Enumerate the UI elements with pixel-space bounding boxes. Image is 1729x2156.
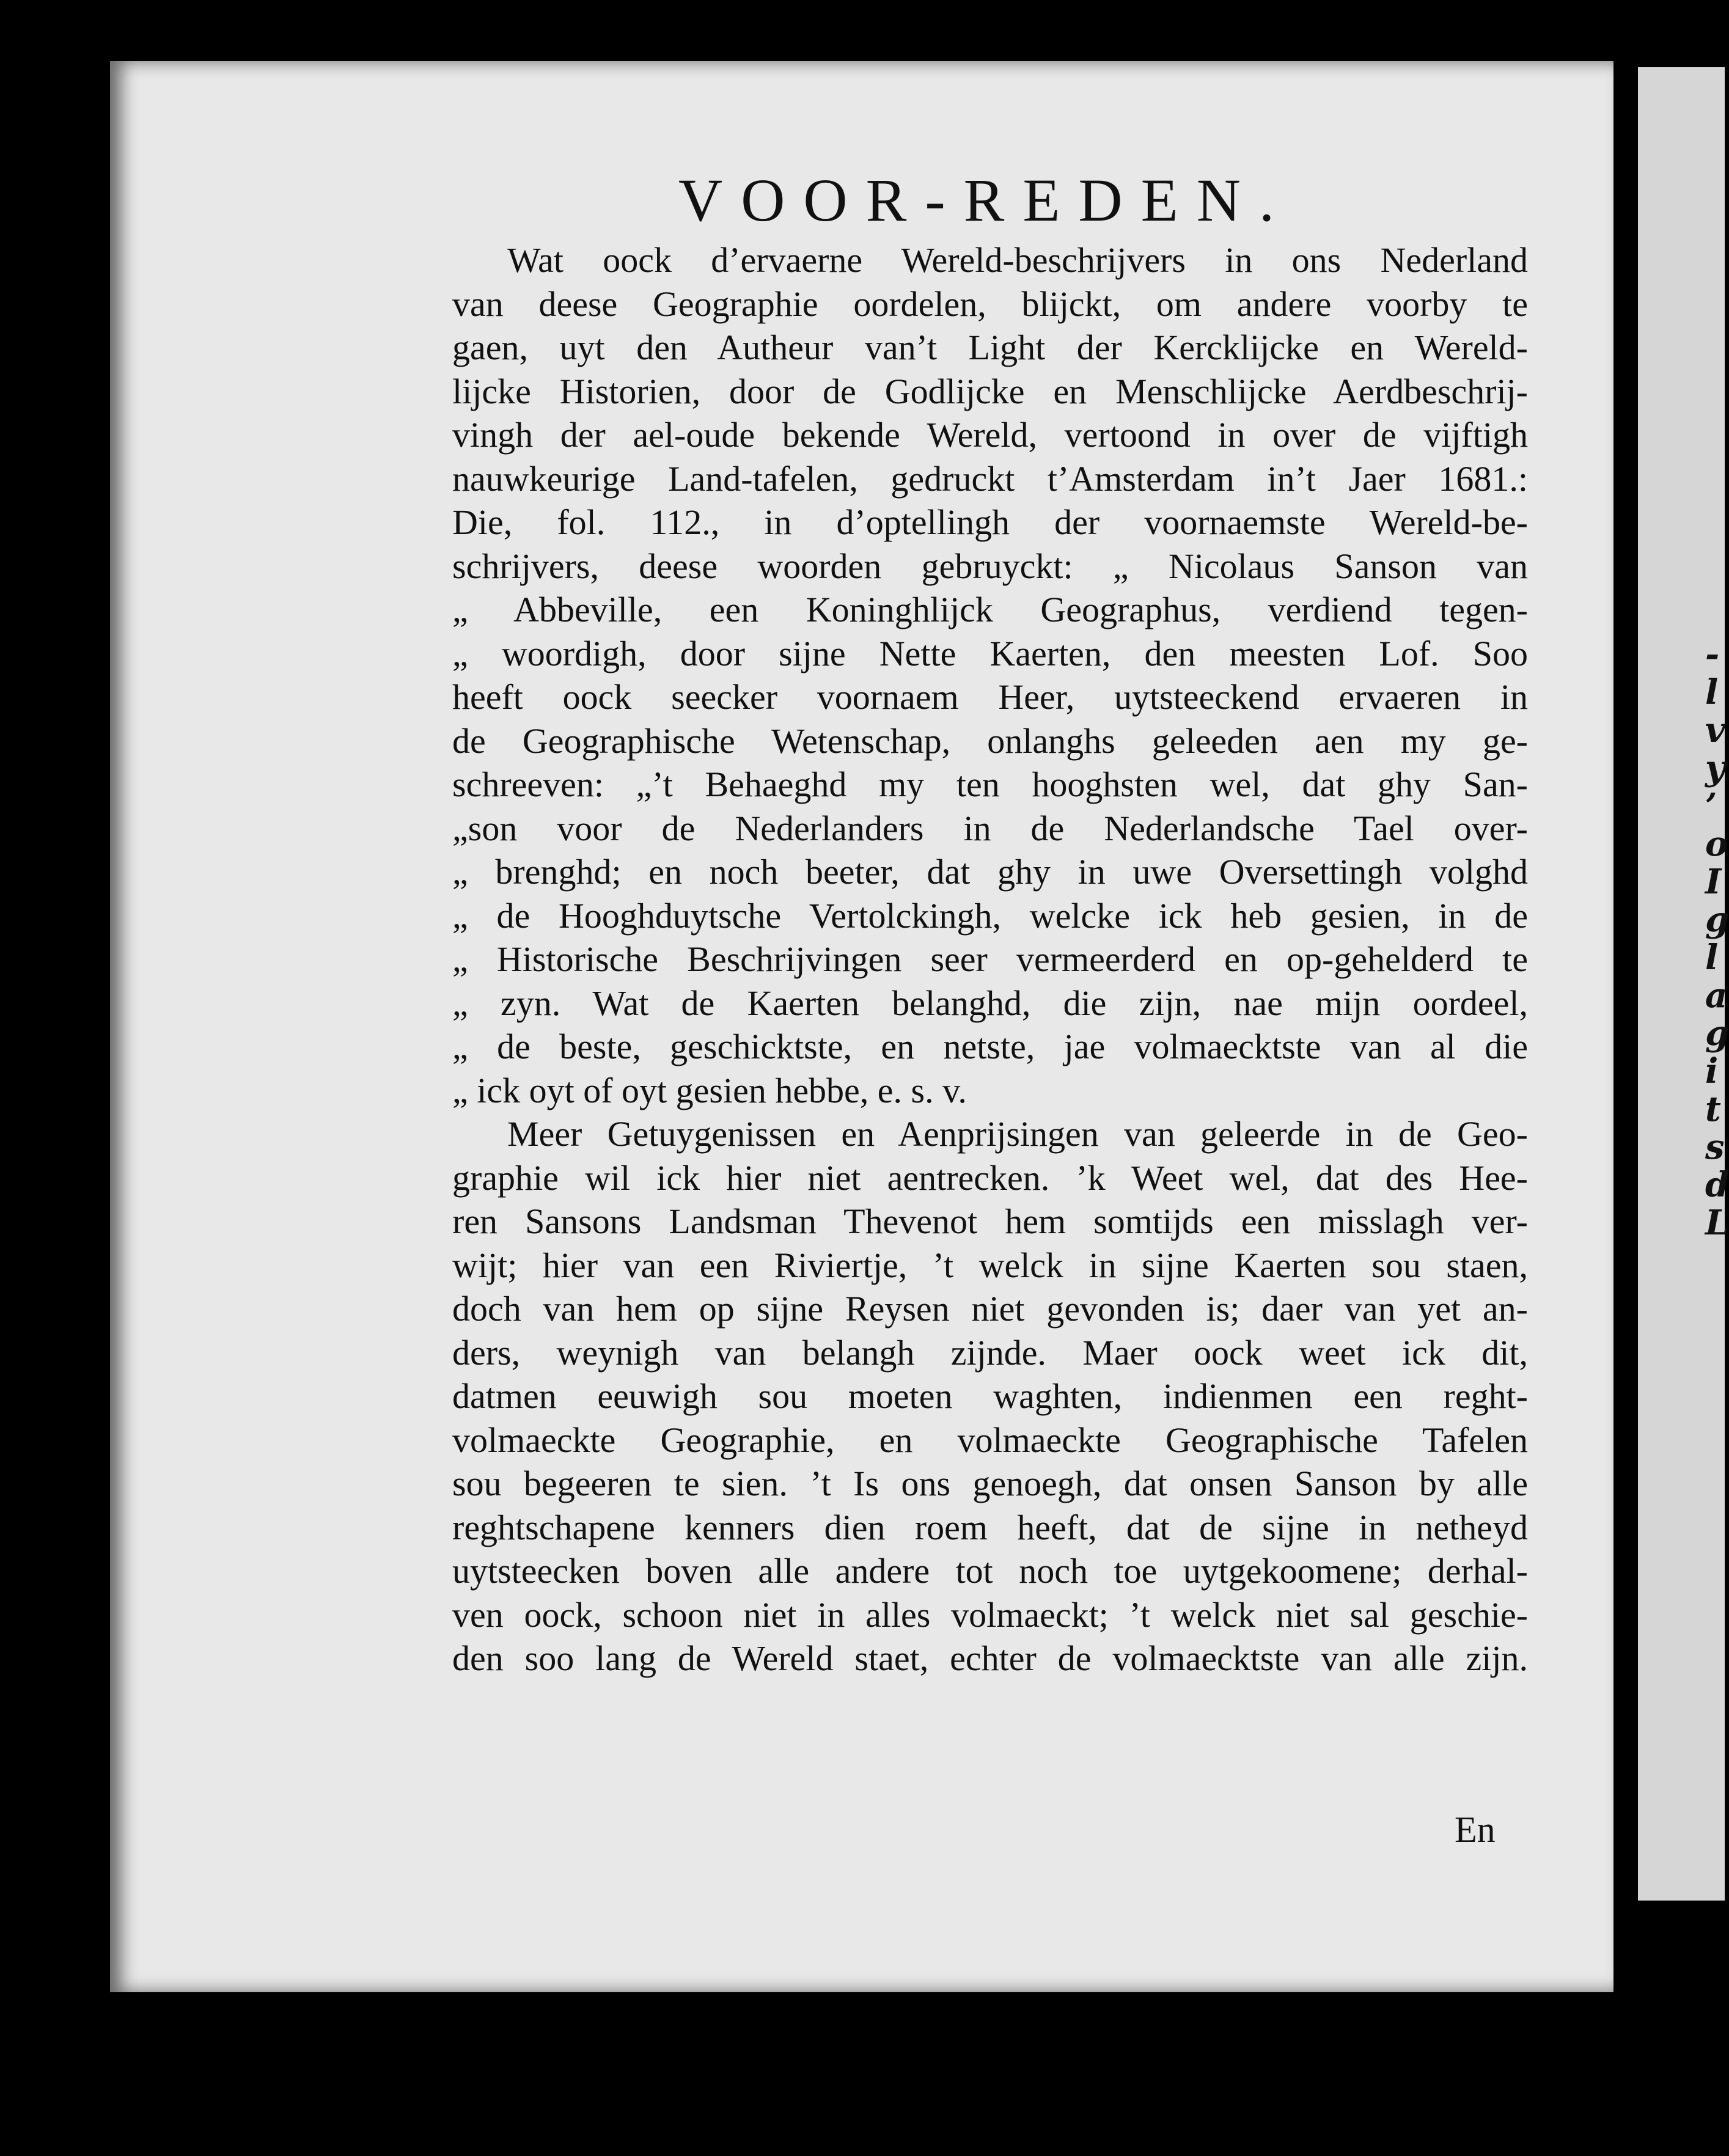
text-line: ders, weynigh van belangh zijnde. Maer oock weet ick dit,	[452, 1332, 1528, 1373]
text-line: ven oock, schoon niet in alles volmaeckt; ’t welck niet sal geschie-	[452, 1594, 1528, 1635]
text-line: schrijvers, deese woorden gebruyckt: „ Nicolaus Sanson van	[452, 546, 1528, 586]
text-line: datmen eeuwigh sou moeten waghten, indienmen een reght-	[452, 1376, 1528, 1416]
text-line: Meer Getuygenissen en Aenprijsingen van geleerde in de Geo-	[507, 1114, 1528, 1154]
body-text	[452, 238, 1528, 1681]
text-line: doch van hem op sijne Reysen niet gevonden is; daer van yet an-	[452, 1289, 1528, 1329]
text-line: vingh der ael-oude bekende Wereld, vertoond in over de vijftigh	[452, 415, 1528, 455]
text-line: „ Historische Beschrijvingen seer vermeerderd en op-gehelderd te	[452, 939, 1528, 979]
text-line: volmaeckte Geographie, en volmaeckte Geographische Tafelen	[452, 1420, 1528, 1460]
text-line: „ brenghd; en noch beeter, dat ghy in uwe Oversettingh volghd	[452, 852, 1528, 892]
text-line: uytsteecken boven alle andere tot noch toe uytgekoomene; derhal-	[452, 1551, 1528, 1591]
right-page-text-fragment: - l v y ’ o I g l a g i t s d L	[1705, 634, 1729, 1243]
text-line: graphie wil ick hier niet aentrecken. ’k Weet wel, dat des Hee-	[452, 1157, 1528, 1198]
text-line: sou begeeren te sien. ’t Is ons genoegh, dat onsen Sanson by alle	[452, 1464, 1528, 1503]
text-line: Wat oock d’ervaerne Wereld-beschrijvers in ons Nederland	[507, 240, 1528, 280]
text-line: „son voor de Nederlanders in de Nederlandsche Tael over-	[452, 808, 1528, 848]
text-line: Die, fol. 112., in d’optellingh der voornaemste Wereld-be-	[452, 502, 1528, 542]
text-line: reghtschapene kenners dien roem heeft, dat de sijne in netheyd	[452, 1507, 1528, 1547]
text-line: gaen, uyt den Autheur van’t Light der Kercklijcke en Wereld-	[452, 328, 1528, 367]
text-line: „ woordigh, door sijne Nette Kaerten, den meesten Lof. Soo	[452, 633, 1528, 673]
text-line: „ de Hooghduytsche Vertolckingh, welcke ick heb gesien, in de	[452, 895, 1528, 936]
text-line: den soo lang de Wereld staet, echter de volmaecktste van alle zijn.	[452, 1638, 1528, 1678]
text-line: wijt; hier van een Riviertje, ’t welck in sijne Kaerten sou staen,	[452, 1245, 1528, 1285]
text-line: ren Sansons Landsman Thevenot hem somtijds een misslagh ver-	[452, 1201, 1528, 1241]
text-line: „ zyn. Wat de Kaerten belanghd, die zijn, nae mijn oordeel,	[452, 983, 1528, 1023]
page-heading: VOOR-REDEN.	[678, 166, 1293, 234]
text-line: lijcke Historien, door de Godlijcke en Menschlijcke Aerdbeschrij-	[452, 371, 1528, 411]
text-line: heeft oock seecker voornaem Heer, uytsteeckend ervaeren in	[452, 677, 1528, 717]
text-line: schreeven: „’t Behaeghd my ten hooghsten wel, dat ghy San-	[452, 765, 1528, 804]
text-line: „ ick oyt of oyt gesien hebbe, e. s. v.	[452, 1070, 967, 1110]
text-line: de Geographische Wetenschap, onlanghs geleeden aen my ge-	[452, 721, 1528, 761]
text-line: nauwkeurige Land-tafelen, gedruckt t’Amsterdam in’t Jaer 1681.:	[452, 458, 1528, 499]
text-line: „ Abbeville, een Koninghlijck Geographus, verdiend tegen-	[452, 590, 1528, 629]
text-line: „ de beste, geschicktste, en netste, jae volmaecktste van al die	[452, 1027, 1528, 1066]
text-line: van deese Geographie oordelen, blijckt, om andere voorby te	[452, 284, 1528, 324]
catchword: En	[1455, 1810, 1496, 1850]
